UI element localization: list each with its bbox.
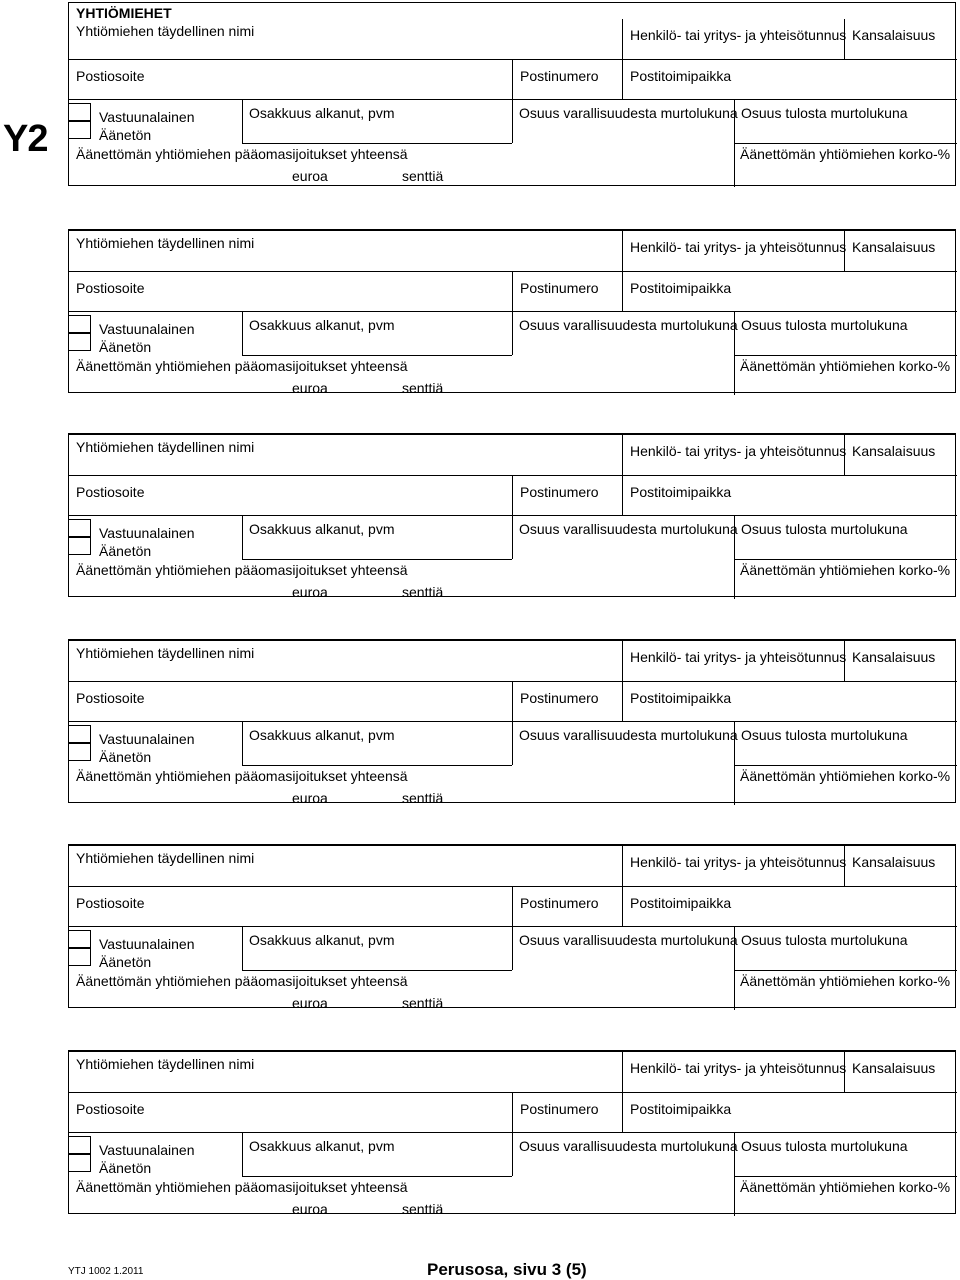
id-number-label: Henkilö- tai yritys- ja yhteisötunnus: [630, 27, 847, 43]
asset-share-field[interactable]: [512, 721, 734, 765]
silent-label: Äänetön: [99, 339, 152, 355]
postal-address-field[interactable]: [69, 59, 512, 99]
post-office-field[interactable]: [622, 59, 957, 99]
responsible-label: Vastuunalainen: [99, 936, 195, 952]
asset-share-label: Osuus varallisuudesta murtolukuna: [519, 521, 738, 537]
citizenship-field[interactable]: [844, 1052, 957, 1092]
form-code: YTJ 1002 1.2011: [68, 1266, 144, 1277]
interest-rate-field[interactable]: [734, 355, 957, 395]
citizenship-label: Kansalaisuus: [852, 27, 936, 43]
capital-total-field[interactable]: [69, 559, 734, 599]
postal-code-label: Postinumero: [520, 484, 599, 500]
postal-address-label: Postiosoite: [76, 895, 145, 911]
postal-code-field[interactable]: [512, 475, 622, 515]
ownership-started-label: Osakkuus alkanut, pvm: [249, 521, 395, 537]
ownership-started-label: Osakkuus alkanut, pvm: [249, 105, 395, 121]
asset-share-label: Osuus varallisuudesta murtolukuna: [519, 317, 738, 333]
asset-share-field[interactable]: [512, 515, 734, 559]
id-number-label: Henkilö- tai yritys- ja yhteisötunnus: [630, 1060, 847, 1076]
asset-share-field[interactable]: [512, 1132, 734, 1176]
silent-checkbox[interactable]: [69, 743, 91, 761]
capital-total-label: Äänettömän yhtiömiehen pääomasijoitukset yhteensä: [76, 1179, 408, 1195]
profit-share-label: Osuus tulosta murtolukuna: [741, 105, 908, 121]
full-name-label: Yhtiömiehen täydellinen nimi: [76, 439, 255, 455]
cents-label: senttiä: [402, 168, 444, 184]
full-name-field[interactable]: [69, 231, 622, 271]
capital-total-label: Äänettömän yhtiömiehen pääomasijoitukset yhteensä: [76, 146, 408, 162]
interest-rate-field[interactable]: [734, 1176, 957, 1216]
post-office-label: Postitoimipaikka: [630, 895, 732, 911]
cents-label: senttiä: [402, 1201, 444, 1217]
full-name-label: Yhtiömiehen täydellinen nimi: [76, 850, 255, 866]
partner-block: [68, 433, 956, 600]
asset-share-label: Osuus varallisuudesta murtolukuna: [519, 727, 738, 743]
id-number-label: Henkilö- tai yritys- ja yhteisötunnus: [630, 649, 847, 665]
ownership-started-field[interactable]: [242, 99, 512, 143]
euros-label: euroa: [292, 584, 328, 600]
full-name-field[interactable]: [69, 1052, 622, 1092]
ownership-started-label: Osakkuus alkanut, pvm: [249, 727, 395, 743]
silent-label: Äänetön: [99, 127, 152, 143]
asset-share-label: Osuus varallisuudesta murtolukuna: [519, 1138, 738, 1154]
id-number-field[interactable]: [622, 435, 847, 475]
silent-checkbox[interactable]: [69, 948, 91, 966]
responsible-label: Vastuunalainen: [99, 731, 195, 747]
capital-total-field[interactable]: [69, 970, 734, 1010]
postal-address-field[interactable]: [69, 886, 512, 926]
capital-total-field[interactable]: [69, 143, 734, 187]
partner-block: [68, 639, 956, 806]
postal-address-field[interactable]: [69, 475, 512, 515]
responsible-checkbox[interactable]: [69, 725, 91, 743]
postal-code-label: Postinumero: [520, 895, 599, 911]
profit-share-label: Osuus tulosta murtolukuna: [741, 932, 908, 948]
id-number-label: Henkilö- tai yritys- ja yhteisötunnus: [630, 854, 847, 870]
full-name-label: Yhtiömiehen täydellinen nimi: [76, 645, 255, 661]
interest-rate-label: Äänettömän yhtiömiehen korko-%: [740, 973, 951, 989]
profit-share-field[interactable]: [734, 515, 957, 559]
responsible-checkbox[interactable]: [69, 1136, 91, 1154]
asset-share-label: Osuus varallisuudesta murtolukuna: [519, 932, 738, 948]
capital-total-field[interactable]: [69, 355, 734, 395]
id-number-label: Henkilö- tai yritys- ja yhteisötunnus: [630, 443, 847, 459]
page-title: Perusosa, sivu 3 (5): [427, 1260, 587, 1279]
postal-code-label: Postinumero: [520, 68, 599, 84]
ownership-started-field[interactable]: [242, 721, 512, 765]
postal-code-field[interactable]: [512, 59, 622, 99]
silent-label: Äänetön: [99, 543, 152, 559]
interest-rate-label: Äänettömän yhtiömiehen korko-%: [740, 358, 951, 374]
euros-label: euroa: [292, 995, 328, 1011]
profit-share-field[interactable]: [734, 99, 957, 143]
postal-code-label: Postinumero: [520, 690, 599, 706]
profit-share-field[interactable]: [734, 1132, 957, 1176]
post-office-label: Postitoimipaikka: [630, 280, 732, 296]
id-number-field[interactable]: [622, 641, 847, 681]
postal-code-field[interactable]: [512, 1092, 622, 1132]
euros-label: euroa: [292, 790, 328, 806]
full-name-label: Yhtiömiehen täydellinen nimi: [76, 235, 255, 251]
profit-share-field[interactable]: [734, 311, 957, 355]
ownership-started-field[interactable]: [242, 1132, 512, 1176]
post-office-field[interactable]: [622, 1092, 957, 1132]
cents-label: senttiä: [402, 995, 444, 1011]
post-office-field[interactable]: [622, 886, 957, 926]
postal-address-field[interactable]: [69, 1092, 512, 1132]
postal-code-field[interactable]: [512, 271, 622, 311]
postal-address-field[interactable]: [69, 271, 512, 311]
citizenship-label: Kansalaisuus: [852, 443, 936, 459]
citizenship-field[interactable]: [844, 641, 957, 681]
id-number-field[interactable]: [622, 19, 847, 59]
silent-checkbox[interactable]: [69, 537, 91, 555]
capital-total-label: Äänettömän yhtiömiehen pääomasijoitukset yhteensä: [76, 768, 408, 784]
postal-address-label: Postiosoite: [76, 690, 145, 706]
profit-share-label: Osuus tulosta murtolukuna: [741, 727, 908, 743]
ownership-started-label: Osakkuus alkanut, pvm: [249, 1138, 395, 1154]
citizenship-label: Kansalaisuus: [852, 239, 936, 255]
post-office-field[interactable]: [622, 681, 957, 721]
postal-address-label: Postiosoite: [76, 68, 145, 84]
silent-label: Äänetön: [99, 749, 152, 765]
profit-share-field[interactable]: [734, 926, 957, 970]
profit-share-label: Osuus tulosta murtolukuna: [741, 317, 908, 333]
capital-total-field[interactable]: [69, 765, 734, 805]
citizenship-field[interactable]: [844, 435, 957, 475]
section-code: Y2: [3, 118, 48, 160]
ownership-started-label: Osakkuus alkanut, pvm: [249, 932, 395, 948]
cents-label: senttiä: [402, 790, 444, 806]
postal-address-label: Postiosoite: [76, 1101, 145, 1117]
responsible-checkbox[interactable]: [69, 103, 91, 121]
asset-share-field[interactable]: [512, 311, 734, 355]
interest-rate-label: Äänettömän yhtiömiehen korko-%: [740, 562, 951, 578]
form-heading: YHTIÖMIEHET: [76, 5, 172, 21]
ownership-started-field[interactable]: [242, 926, 512, 970]
profit-share-field[interactable]: [734, 721, 957, 765]
interest-rate-label: Äänettömän yhtiömiehen korko-%: [740, 146, 951, 162]
postal-code-field[interactable]: [512, 886, 622, 926]
full-name-label: Yhtiömiehen täydellinen nimi: [76, 1056, 255, 1072]
post-office-label: Postitoimipaikka: [630, 1101, 732, 1117]
interest-rate-label: Äänettömän yhtiömiehen korko-%: [740, 768, 951, 784]
id-number-field[interactable]: [622, 231, 847, 271]
postal-code-label: Postinumero: [520, 280, 599, 296]
interest-rate-field[interactable]: [734, 765, 957, 805]
responsible-checkbox[interactable]: [69, 519, 91, 537]
citizenship-label: Kansalaisuus: [852, 649, 936, 665]
full-name-field[interactable]: [69, 19, 622, 59]
citizenship-label: Kansalaisuus: [852, 1060, 936, 1076]
responsible-label: Vastuunalainen: [99, 321, 195, 337]
silent-label: Äänetön: [99, 1160, 152, 1176]
postal-address-field[interactable]: [69, 681, 512, 721]
euros-label: euroa: [292, 380, 328, 396]
silent-checkbox[interactable]: [69, 333, 91, 351]
postal-code-label: Postinumero: [520, 1101, 599, 1117]
asset-share-field[interactable]: [512, 926, 734, 970]
partner-block: [68, 1050, 956, 1217]
full-name-field[interactable]: [69, 641, 622, 681]
silent-label: Äänetön: [99, 954, 152, 970]
capital-total-label: Äänettömän yhtiömiehen pääomasijoitukset yhteensä: [76, 973, 408, 989]
responsible-label: Vastuunalainen: [99, 109, 195, 125]
profit-share-label: Osuus tulosta murtolukuna: [741, 1138, 908, 1154]
responsible-label: Vastuunalainen: [99, 1142, 195, 1158]
partner-block: [68, 229, 956, 396]
partner-block: [68, 2, 956, 186]
responsible-label: Vastuunalainen: [99, 525, 195, 541]
interest-rate-field[interactable]: [734, 559, 957, 599]
capital-total-field[interactable]: [69, 1176, 734, 1216]
capital-total-label: Äänettömän yhtiömiehen pääomasijoitukset yhteensä: [76, 562, 408, 578]
full-name-field[interactable]: [69, 435, 622, 475]
asset-share-label: Osuus varallisuudesta murtolukuna: [519, 105, 738, 121]
euros-label: euroa: [292, 1201, 328, 1217]
cents-label: senttiä: [402, 380, 444, 396]
responsible-checkbox[interactable]: [69, 930, 91, 948]
post-office-label: Postitoimipaikka: [630, 690, 732, 706]
cents-label: senttiä: [402, 584, 444, 600]
citizenship-field[interactable]: [844, 19, 957, 59]
interest-rate-field[interactable]: [734, 143, 957, 187]
postal-address-label: Postiosoite: [76, 484, 145, 500]
capital-total-label: Äänettömän yhtiömiehen pääomasijoitukset yhteensä: [76, 358, 408, 374]
silent-checkbox[interactable]: [69, 121, 91, 139]
ownership-started-label: Osakkuus alkanut, pvm: [249, 317, 395, 333]
profit-share-label: Osuus tulosta murtolukuna: [741, 521, 908, 537]
asset-share-field[interactable]: [512, 99, 734, 143]
euros-label: euroa: [292, 168, 328, 184]
id-number-field[interactable]: [622, 846, 847, 886]
interest-rate-field[interactable]: [734, 970, 957, 1010]
post-office-field[interactable]: [622, 475, 957, 515]
ownership-started-field[interactable]: [242, 515, 512, 559]
post-office-label: Postitoimipaikka: [630, 68, 732, 84]
responsible-checkbox[interactable]: [69, 315, 91, 333]
postal-address-label: Postiosoite: [76, 280, 145, 296]
silent-checkbox[interactable]: [69, 1154, 91, 1172]
full-name-label: Yhtiömiehen täydellinen nimi: [76, 23, 255, 39]
citizenship-field[interactable]: [844, 846, 957, 886]
citizenship-label: Kansalaisuus: [852, 854, 936, 870]
ownership-started-field[interactable]: [242, 311, 512, 355]
citizenship-field[interactable]: [844, 231, 957, 271]
post-office-field[interactable]: [622, 271, 957, 311]
interest-rate-label: Äänettömän yhtiömiehen korko-%: [740, 1179, 951, 1195]
full-name-field[interactable]: [69, 846, 622, 886]
partner-block: [68, 844, 956, 1011]
post-office-label: Postitoimipaikka: [630, 484, 732, 500]
postal-code-field[interactable]: [512, 681, 622, 721]
id-number-field[interactable]: [622, 1052, 847, 1092]
id-number-label: Henkilö- tai yritys- ja yhteisötunnus: [630, 239, 847, 255]
